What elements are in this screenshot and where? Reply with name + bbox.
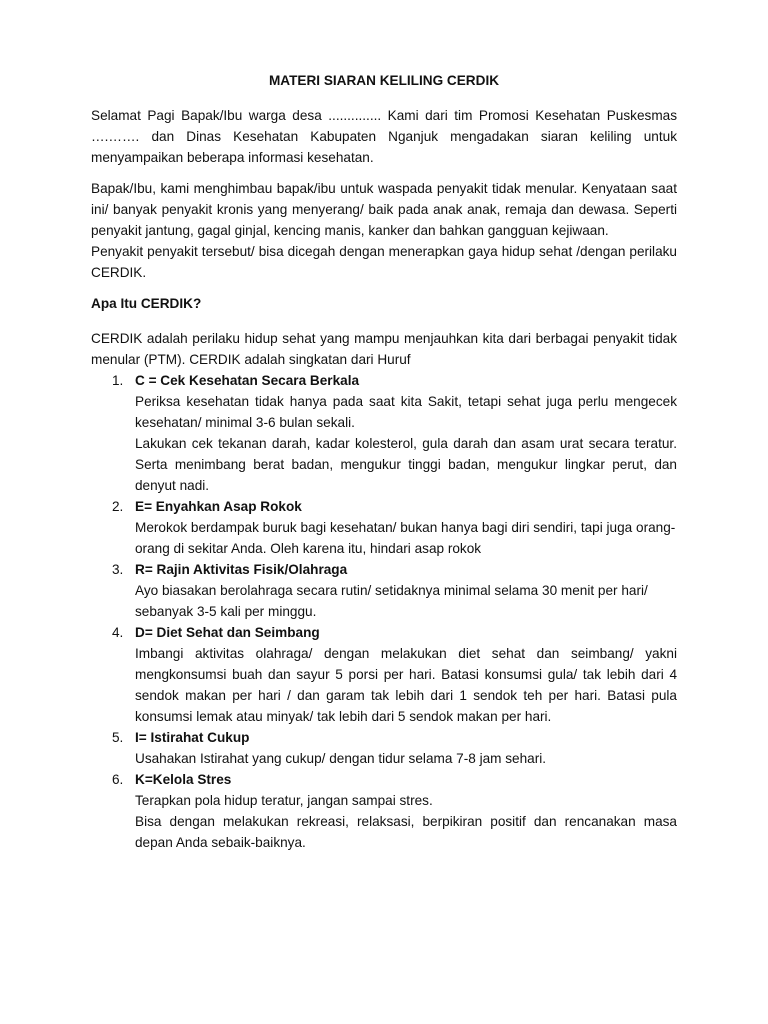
list-item-text: Periksa kesehatan tidak hanya pada saat kita Sakit, tetapi sehat juga perlu mengecek kesehatan/ minimal 3-6 bulan sekali. — [135, 394, 677, 430]
list-item-text: Imbangi aktivitas olahraga/ dengan melakukan diet sehat dan seimbang/ yakni mengkonsumsi buah dan sayur 5 porsi per hari. Batasi konsumsi gula/ tak lebih dari 4 sendok makan per hari / dan garam tak lebih dari 1 sendok teh per hari. Batasi pula konsumsi lemak atau minyak/ tak lebih dari 5 sendok makan per hari. — [135, 646, 677, 724]
list-item-text: Terapkan pola hidup teratur, jangan sampai stres. — [135, 793, 433, 808]
list-item-r — [91, 559, 677, 622]
list-number: 4. — [112, 625, 124, 640]
intro-paragraph-1: Selamat Pagi Bapak/Ibu warga desa .............. Kami dari tim Promosi Kesehatan Puskesmas ….……. dan Dinas Kesehatan Kabupaten Nganjuk mengadakan siaran keliling untuk menyampaikan beberapa informasi kesehatan. — [91, 108, 677, 165]
document-page — [91, 70, 677, 853]
list-item-body — [135, 580, 677, 622]
list-item-body — [135, 748, 677, 769]
list-item-title: R= Rajin Aktivitas Fisik/Olahraga — [135, 562, 348, 577]
list-item-text: Usahakan Istirahat yang cukup/ dengan tidur selama 7-8 jam sehari. — [135, 751, 547, 766]
list-item-e — [91, 496, 677, 559]
list-item-title: E= Enyahkan Asap Rokok — [135, 499, 302, 514]
cerdik-list — [91, 370, 677, 853]
list-number: 6. — [112, 772, 124, 787]
cerdik-definition: CERDIK adalah perilaku hidup sehat yang mampu menjauhkan kita dari berbagai penyakit tidak menular (PTM). CERDIK adalah singkatan dari Huruf — [91, 331, 677, 367]
list-item-title: C = Cek Kesehatan Secara Berkala — [135, 373, 360, 388]
list-item-text: Ayo biasakan berolahraga secara rutin/ setidaknya minimal selama 30 menit per hari/ sebanyak 3-5 kali per minggu. — [135, 583, 648, 619]
list-number: 1. — [112, 373, 124, 388]
document-title: MATERI SIARAN KELILING CERDIK — [268, 73, 500, 88]
list-item-k — [91, 769, 677, 853]
list-number: 2. — [112, 499, 124, 514]
list-item-title: D= Diet Sehat dan Seimbang — [135, 625, 320, 640]
list-item-title: I= Istirahat Cukup — [135, 730, 250, 745]
list-item-text: Bisa dengan melakukan rekreasi, relaksasi, berpikiran positif dan rencanakan masa depan Anda sebaik-baiknya. — [135, 814, 677, 850]
list-item-i — [91, 727, 677, 769]
list-number: 5. — [112, 730, 124, 745]
intro-paragraph-3: Penyakit penyakit tersebut/ bisa dicegah dengan menerapkan gaya hidup sehat /dengan perilaku CERDIK. — [91, 244, 677, 280]
section-heading: Apa Itu CERDIK? — [91, 296, 202, 311]
list-number: 3. — [112, 562, 124, 577]
list-item-c — [91, 370, 677, 496]
list-item-d — [91, 622, 677, 727]
list-item-body — [135, 643, 677, 727]
list-item-body — [135, 790, 677, 853]
intro-paragraph-2: Bapak/Ibu, kami menghimbau bapak/ibu untuk waspada penyakit tidak menular. Kenyataan saat ini/ banyak penyakit kronis yang menyerang/ baik pada anak anak, remaja dan dewasa. Seperti penyakit jantung, gagal ginjal, kencing manis, kanker dan bahkan gangguan kejiwaan. — [91, 181, 677, 238]
list-item-body — [135, 517, 677, 559]
list-item-body — [135, 391, 677, 496]
list-item-text: Lakukan cek tekanan darah, kadar kolesterol, gula darah dan asam urat secara teratur. Serta menimbang berat badan, mengukur tinggi badan, mengukur lingkar perut, dan denyut nadi. — [135, 436, 677, 493]
list-item-text: Merokok berdampak buruk bagi kesehatan/ bukan hanya bagi diri sendiri, tapi juga orang-orang di sekitar Anda. Oleh karena itu, hindari asap rokok — [135, 520, 676, 556]
list-item-title: K=Kelola Stres — [135, 772, 232, 787]
